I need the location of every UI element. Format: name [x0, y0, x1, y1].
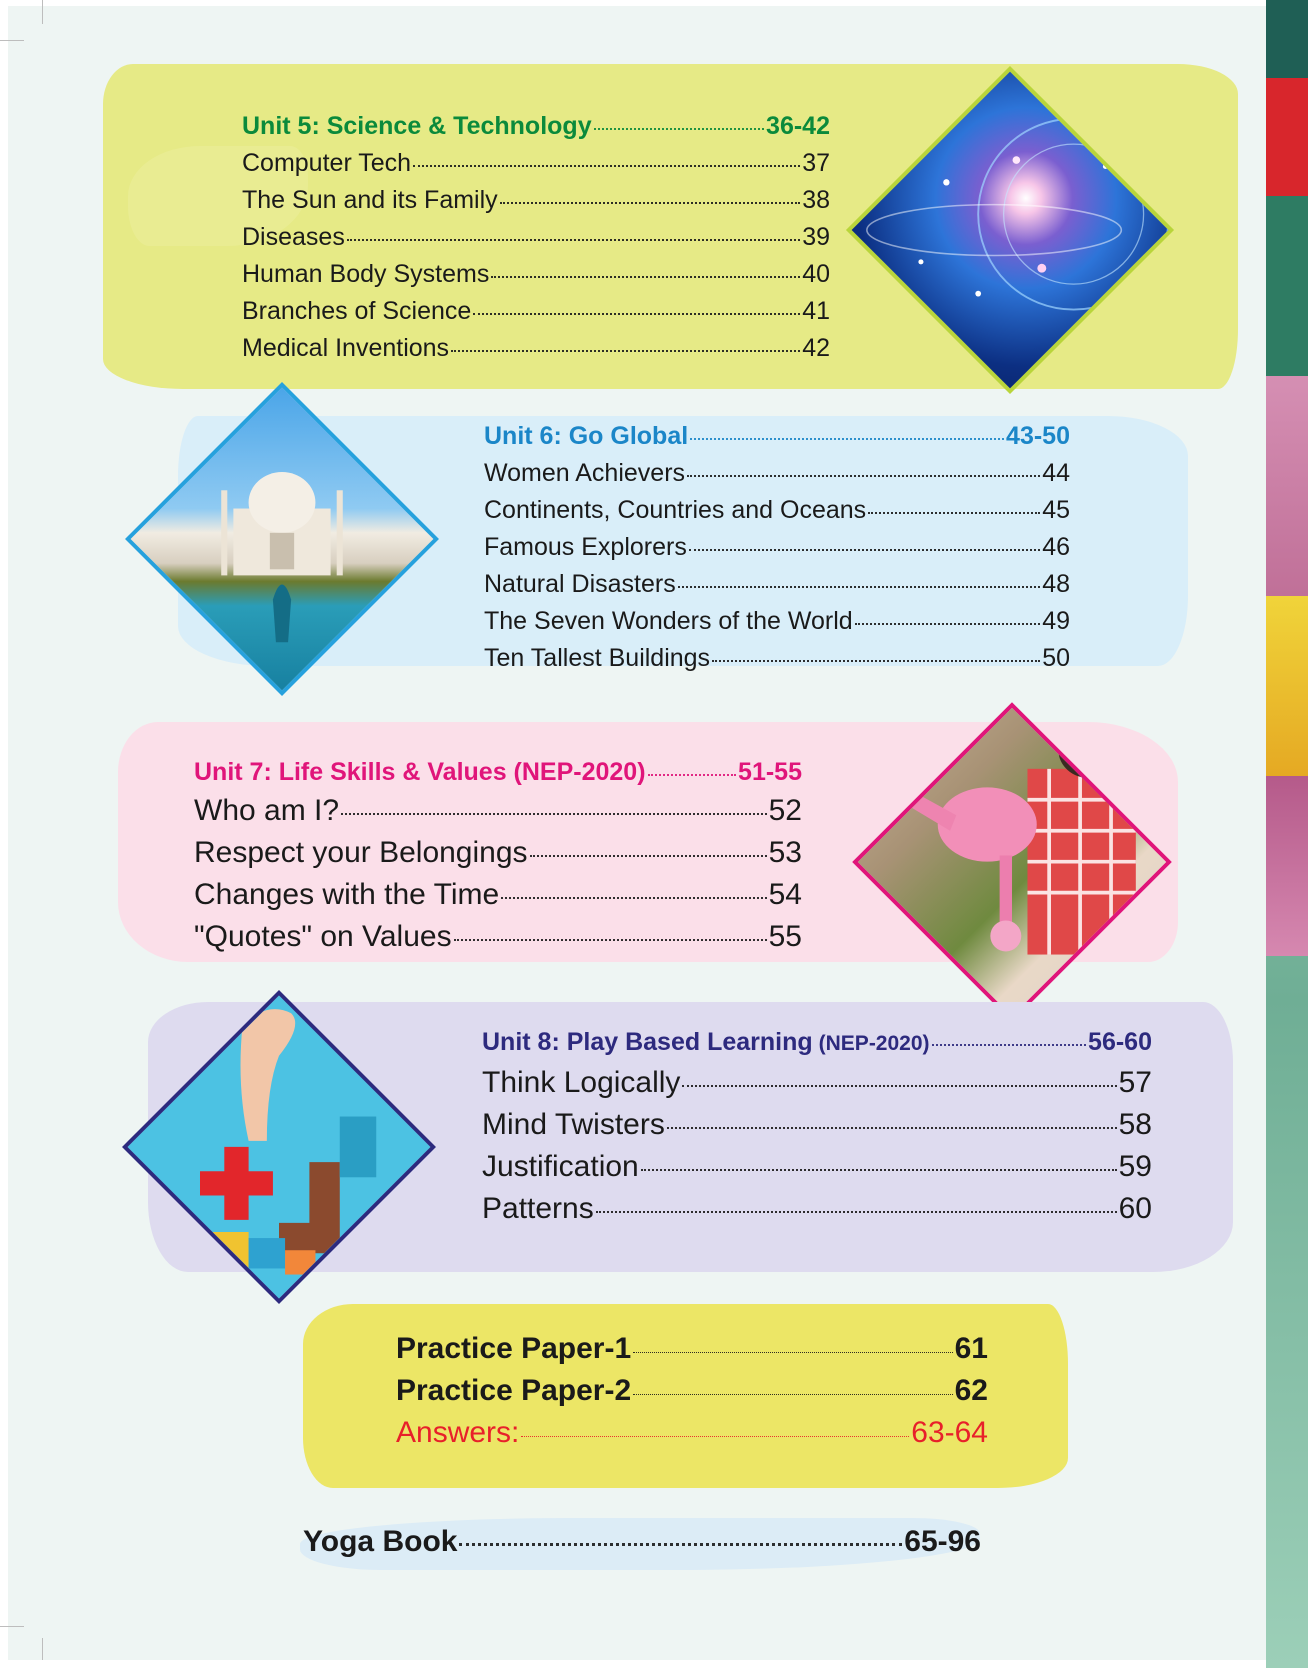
unit6-toc — [484, 418, 1070, 677]
unit7-toc — [194, 754, 802, 958]
toc-entry[interactable]: Think Logically 57 — [482, 1066, 1152, 1099]
toc-entry[interactable]: Justification 59 — [482, 1150, 1152, 1183]
toc-entry[interactable]: Diseases 39 — [242, 223, 830, 251]
yoga-book-entry[interactable]: Yoga Book 65-96 — [303, 1525, 981, 1558]
toc-entry[interactable]: Patterns 60 — [482, 1192, 1152, 1225]
toc-entry[interactable]: Human Body Systems 40 — [242, 260, 830, 288]
extras-toc — [396, 1328, 988, 1454]
unit5-heading[interactable]: Unit 5: Science & Technology 36-42 — [242, 112, 830, 140]
toc-entry[interactable]: Famous Explorers 46 — [484, 533, 1070, 561]
unit5-toc — [242, 108, 830, 367]
toc-entry[interactable]: Respect your Belongings 53 — [194, 836, 802, 869]
toc-entry[interactable]: Branches of Science 41 — [242, 297, 830, 325]
toc-entry[interactable]: Who am I? 52 — [194, 794, 802, 827]
right-edge-strip — [1266, 0, 1308, 1668]
unit6-heading[interactable]: Unit 6: Go Global 43-50 — [484, 422, 1070, 450]
toc-entry[interactable]: Ten Tallest Buildings 50 — [484, 644, 1070, 672]
toc-entry[interactable]: Women Achievers 44 — [484, 459, 1070, 487]
toc-entry[interactable]: Continents, Countries and Oceans 45 — [484, 496, 1070, 524]
toc-entry[interactable]: The Seven Wonders of the World 49 — [484, 607, 1070, 635]
unit7-heading[interactable]: Unit 7: Life Skills & Values (NEP-2020) 51-55 — [194, 758, 802, 786]
toc-entry[interactable]: Medical Inventions 42 — [242, 334, 830, 362]
practice-paper-1-entry[interactable]: Practice Paper-1 61 — [396, 1332, 988, 1365]
toc-entry[interactable]: Natural Disasters 48 — [484, 570, 1070, 598]
toc-entry[interactable]: The Sun and its Family 38 — [242, 186, 830, 214]
toc-entry[interactable]: Changes with the Time 54 — [194, 878, 802, 911]
answers-entry[interactable]: Answers: 63-64 — [396, 1416, 988, 1449]
toc-entry[interactable]: "Quotes" on Values 55 — [194, 920, 802, 953]
toc-page — [8, 6, 1266, 1660]
yoga-toc — [303, 1521, 981, 1563]
toc-entry[interactable]: Mind Twisters 58 — [482, 1108, 1152, 1141]
toc-entry[interactable]: Computer Tech 37 — [242, 149, 830, 177]
unit8-toc — [482, 1024, 1152, 1230]
unit8-heading[interactable]: Unit 8: Play Based Learning (NEP-2020) 56-60 — [482, 1028, 1152, 1056]
practice-paper-2-entry[interactable]: Practice Paper-2 62 — [396, 1374, 988, 1407]
